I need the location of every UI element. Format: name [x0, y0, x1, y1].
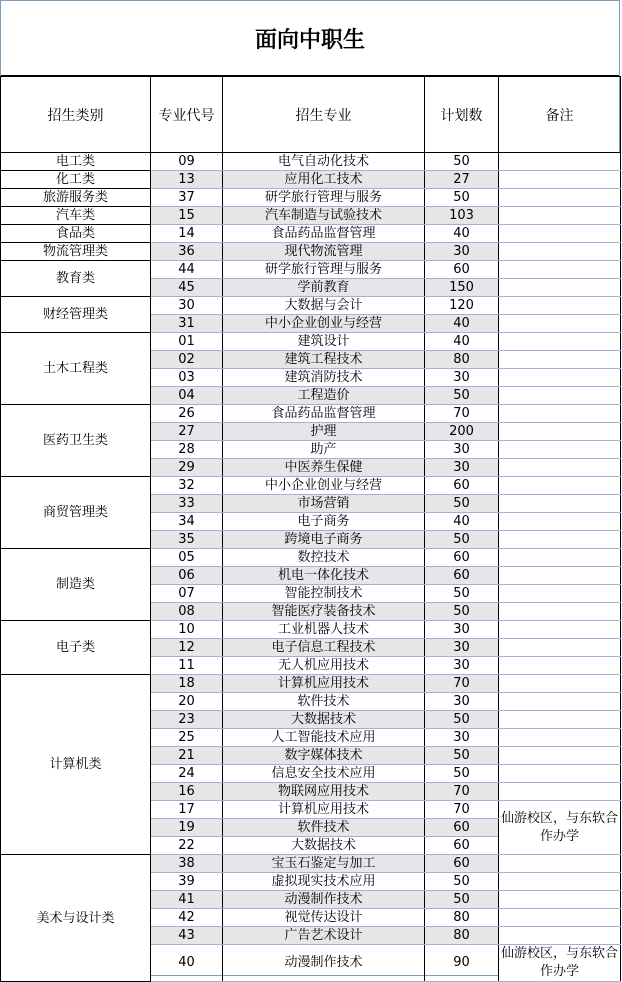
category-cell: 汽车类 [1, 207, 151, 225]
plan-cell: 150 [425, 279, 499, 297]
plan-cell: 30 [425, 693, 499, 711]
major-cell: 机电一体化技术 [223, 567, 425, 585]
major-cell: 应用化工技术 [223, 171, 425, 189]
note-cell [499, 369, 621, 387]
plan-cell: 27 [425, 171, 499, 189]
plan-cell: 80 [425, 351, 499, 369]
major-cell: 智能控制技术 [223, 585, 425, 603]
header-note: 备注 [499, 77, 621, 153]
plan-cell: 80 [425, 927, 499, 945]
note-cell [499, 405, 621, 423]
major-cell: 数控技术 [223, 549, 425, 567]
category-cell: 制造类 [1, 549, 151, 621]
major-cell: 动漫制作技术 [223, 891, 425, 909]
major-cell: 中小企业创业与经营 [223, 477, 425, 495]
code-cell: 42 [151, 909, 223, 927]
category-cell: 土木工程类 [1, 333, 151, 405]
table-row [1, 621, 621, 639]
major-cell: 电子信息工程技术 [223, 639, 425, 657]
plan-cell: 30 [425, 639, 499, 657]
note-cell: 仙游校区，与东软合作办学 [499, 801, 621, 855]
plan-cell: 30 [425, 459, 499, 477]
major-cell: 大数据技术 [223, 711, 425, 729]
code-cell: 45 [151, 279, 223, 297]
category-cell: 财经管理类 [1, 297, 151, 333]
header-plan: 计划数 [425, 77, 499, 153]
plan-cell: 60 [425, 819, 499, 837]
note-cell [499, 909, 621, 927]
table-row [1, 297, 621, 315]
major-cell: 计算机应用技术 [223, 675, 425, 693]
plan-cell: 30 [425, 621, 499, 639]
category-cell: 美术与设计类 [1, 855, 151, 982]
major-cell: 动漫制作技术 [223, 945, 425, 982]
note-cell [499, 531, 621, 549]
plan-cell: 40 [425, 315, 499, 333]
code-cell: 22 [151, 837, 223, 855]
major-cell: 跨境电子商务 [223, 531, 425, 549]
page-title: 面向中职生 [1, 1, 619, 76]
code-cell: 01 [151, 333, 223, 351]
enrollment-table [0, 76, 621, 982]
plan-cell: 60 [425, 837, 499, 855]
major-cell: 学前教育 [223, 279, 425, 297]
plan-cell: 50 [425, 765, 499, 783]
plan-cell: 50 [425, 747, 499, 765]
major-cell: 工程造价 [223, 387, 425, 405]
major-cell: 工业机器人技术 [223, 621, 425, 639]
plan-cell: 50 [425, 585, 499, 603]
note-cell [499, 243, 621, 261]
major-cell: 中小企业创业与经营 [223, 315, 425, 333]
category-cell: 物流管理类 [1, 243, 151, 261]
major-cell: 虚拟现实技术应用 [223, 873, 425, 891]
major-cell: 食品药品监督管理 [223, 405, 425, 423]
note-cell [499, 333, 621, 351]
note-cell [499, 225, 621, 243]
code-cell: 02 [151, 351, 223, 369]
plan-cell: 60 [425, 855, 499, 873]
code-cell: 38 [151, 855, 223, 873]
plan-cell: 40 [425, 333, 499, 351]
code-cell: 05 [151, 549, 223, 567]
code-cell: 32 [151, 477, 223, 495]
plan-cell: 70 [425, 783, 499, 801]
major-cell: 无人机应用技术 [223, 657, 425, 675]
note-cell [499, 441, 621, 459]
code-cell: 19 [151, 819, 223, 837]
plan-cell: 30 [425, 243, 499, 261]
note-cell [499, 351, 621, 369]
table-body [1, 153, 621, 982]
plan-cell: 50 [425, 153, 499, 171]
major-cell: 软件技术 [223, 693, 425, 711]
note-cell: 仙游校区，与东软合作办学 [499, 945, 621, 982]
header-row [1, 77, 621, 153]
major-cell: 大数据与会计 [223, 297, 425, 315]
plan-cell: 60 [425, 549, 499, 567]
plan-cell: 40 [425, 513, 499, 531]
code-cell: 18 [151, 675, 223, 693]
major-cell: 现代物流管理 [223, 243, 425, 261]
note-cell [499, 711, 621, 729]
major-cell: 电气自动化技术 [223, 153, 425, 171]
category-cell: 电子类 [1, 621, 151, 675]
note-cell [499, 927, 621, 945]
note-cell [499, 765, 621, 783]
plan-cell: 30 [425, 441, 499, 459]
note-cell [499, 657, 621, 675]
table-row [1, 549, 621, 567]
major-cell: 信息安全技术应用 [223, 765, 425, 783]
note-cell [499, 477, 621, 495]
major-cell: 中医养生保健 [223, 459, 425, 477]
plan-cell: 50 [425, 711, 499, 729]
plan-cell: 120 [425, 297, 499, 315]
category-cell: 计算机类 [1, 675, 151, 855]
major-cell: 护理 [223, 423, 425, 441]
plan-cell: 70 [425, 405, 499, 423]
major-cell: 物联网应用技术 [223, 783, 425, 801]
note-cell [499, 747, 621, 765]
plan-cell: 50 [425, 189, 499, 207]
plan-cell: 60 [425, 261, 499, 279]
note-cell [499, 315, 621, 333]
plan-cell: 50 [425, 891, 499, 909]
code-cell: 24 [151, 765, 223, 783]
category-cell: 医药卫生类 [1, 405, 151, 477]
major-cell: 电子商务 [223, 513, 425, 531]
code-cell: 37 [151, 189, 223, 207]
code-cell: 27 [151, 423, 223, 441]
table-row [1, 477, 621, 495]
code-cell: 06 [151, 567, 223, 585]
note-cell [499, 729, 621, 747]
code-cell: 08 [151, 603, 223, 621]
plan-cell: 200 [425, 423, 499, 441]
note-cell [499, 207, 621, 225]
plan-cell: 30 [425, 729, 499, 747]
code-cell: 11 [151, 657, 223, 675]
code-cell: 21 [151, 747, 223, 765]
table-row [1, 333, 621, 351]
code-cell: 31 [151, 315, 223, 333]
code-cell: 43 [151, 927, 223, 945]
major-cell: 人工智能技术应用 [223, 729, 425, 747]
table-row [1, 405, 621, 423]
code-cell: 12 [151, 639, 223, 657]
plan-cell: 50 [425, 495, 499, 513]
header-code: 专业代号 [151, 77, 223, 153]
table-row [1, 207, 621, 225]
major-cell: 智能医疗装备技术 [223, 603, 425, 621]
major-cell: 研学旅行管理与服务 [223, 189, 425, 207]
code-cell: 44 [151, 261, 223, 279]
category-cell: 食品类 [1, 225, 151, 243]
major-cell: 食品药品监督管理 [223, 225, 425, 243]
table-row [1, 675, 621, 693]
plan-cell: 30 [425, 657, 499, 675]
major-cell: 视觉传达设计 [223, 909, 425, 927]
major-cell: 宝玉石鉴定与加工 [223, 855, 425, 873]
plan-cell: 103 [425, 207, 499, 225]
table-row [1, 261, 621, 279]
note-cell [499, 153, 621, 171]
plan-cell: 50 [425, 603, 499, 621]
category-cell: 教育类 [1, 261, 151, 297]
code-cell: 09 [151, 153, 223, 171]
plan-cell: 50 [425, 531, 499, 549]
note-cell [499, 567, 621, 585]
plan-cell: 60 [425, 477, 499, 495]
note-cell [499, 261, 621, 279]
note-cell [499, 513, 621, 531]
code-cell: 16 [151, 783, 223, 801]
note-cell [499, 387, 621, 405]
code-cell: 17 [151, 801, 223, 819]
code-cell: 15 [151, 207, 223, 225]
code-cell: 34 [151, 513, 223, 531]
major-cell: 汽车制造与试验技术 [223, 207, 425, 225]
code-cell: 29 [151, 459, 223, 477]
major-cell: 大数据技术 [223, 837, 425, 855]
major-cell: 软件技术 [223, 819, 425, 837]
category-cell: 化工类 [1, 171, 151, 189]
code-cell: 41 [151, 891, 223, 909]
note-cell [499, 675, 621, 693]
table-row [1, 189, 621, 207]
major-cell: 助产 [223, 441, 425, 459]
plan-cell: 50 [425, 387, 499, 405]
note-cell [499, 891, 621, 909]
note-cell [499, 459, 621, 477]
code-cell: 33 [151, 495, 223, 513]
code-cell: 30 [151, 297, 223, 315]
plan-cell: 60 [425, 567, 499, 585]
plan-cell: 40 [425, 225, 499, 243]
major-cell: 市场营销 [223, 495, 425, 513]
code-cell: 04 [151, 387, 223, 405]
major-cell: 数字媒体技术 [223, 747, 425, 765]
category-cell: 旅游服务类 [1, 189, 151, 207]
code-cell: 10 [151, 621, 223, 639]
table-row [1, 225, 621, 243]
note-cell [499, 171, 621, 189]
note-cell [499, 873, 621, 891]
code-cell: 25 [151, 729, 223, 747]
major-cell: 计算机应用技术 [223, 801, 425, 819]
table-row [1, 855, 621, 873]
code-cell: 39 [151, 873, 223, 891]
major-cell: 建筑设计 [223, 333, 425, 351]
table-row [1, 171, 621, 189]
code-cell: 23 [151, 711, 223, 729]
category-cell: 电工类 [1, 153, 151, 171]
header-major: 招生专业 [223, 77, 425, 153]
note-cell [499, 783, 621, 801]
plan-cell: 50 [425, 873, 499, 891]
note-cell [499, 297, 621, 315]
code-cell: 20 [151, 693, 223, 711]
plan-cell: 70 [425, 675, 499, 693]
note-cell [499, 855, 621, 873]
code-cell: 35 [151, 531, 223, 549]
note-cell [499, 621, 621, 639]
code-cell: 26 [151, 405, 223, 423]
plan-cell: 30 [425, 369, 499, 387]
code-cell: 13 [151, 171, 223, 189]
table-row [1, 243, 621, 261]
major-cell: 研学旅行管理与服务 [223, 261, 425, 279]
note-cell [499, 423, 621, 441]
note-cell [499, 603, 621, 621]
table-row [1, 153, 621, 171]
code-cell: 03 [151, 369, 223, 387]
plan-cell: 70 [425, 801, 499, 819]
note-cell [499, 189, 621, 207]
note-cell [499, 585, 621, 603]
code-cell: 07 [151, 585, 223, 603]
header-category: 招生类别 [1, 77, 151, 153]
note-cell [499, 279, 621, 297]
note-cell [499, 639, 621, 657]
note-cell [499, 693, 621, 711]
code-cell: 40 [151, 945, 223, 982]
note-cell [499, 549, 621, 567]
major-cell: 广告艺术设计 [223, 927, 425, 945]
code-cell: 28 [151, 441, 223, 459]
code-cell: 14 [151, 225, 223, 243]
category-cell: 商贸管理类 [1, 477, 151, 549]
code-cell: 36 [151, 243, 223, 261]
major-cell: 建筑消防技术 [223, 369, 425, 387]
plan-cell: 90 [425, 945, 499, 982]
major-cell: 建筑工程技术 [223, 351, 425, 369]
plan-cell: 80 [425, 909, 499, 927]
note-cell [499, 495, 621, 513]
